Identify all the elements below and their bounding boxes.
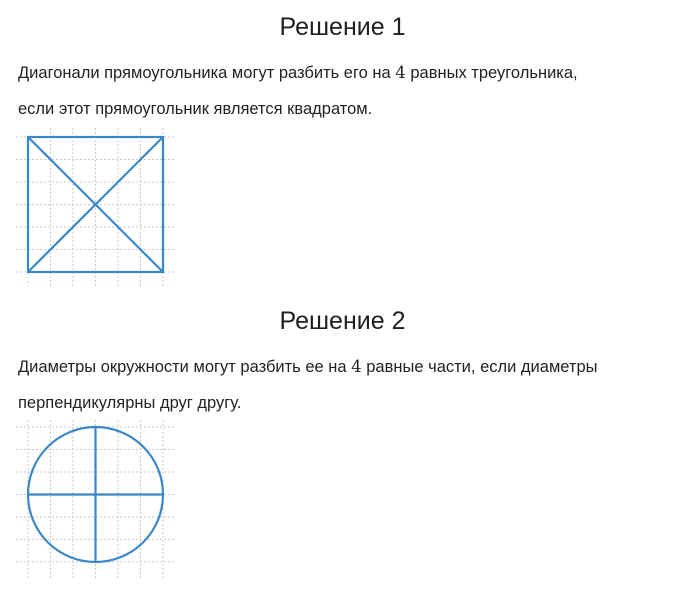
solution-1-title: Решение 1 [279,13,406,41]
solution-2-text-line-2: перпендикулярны друг другу. [18,394,242,412]
solution-1-text-after: равных треугольника, [405,64,578,82]
solution-2-text-line-1 [18,349,678,385]
circle-diameters-figure [14,420,174,580]
solution-2-text-after: равные части, если диаметры [361,358,598,376]
solution-1-text-before: Диагонали прямоугольника могут разбить его на [18,64,396,82]
solution-2-text-before: Диаметры окружности могут разбить ее на [18,358,352,376]
solution-2-title: Решение 2 [279,307,406,335]
solution-1-number: 4 [395,63,406,82]
grid-lines [16,128,174,286]
solution-2-number: 4 [351,357,362,376]
solution-1-text-line-2: если этот прямоугольник является квадратом. [18,100,373,118]
solution-1-text-line-1 [18,55,678,91]
square-diagonals-figure [14,128,174,288]
